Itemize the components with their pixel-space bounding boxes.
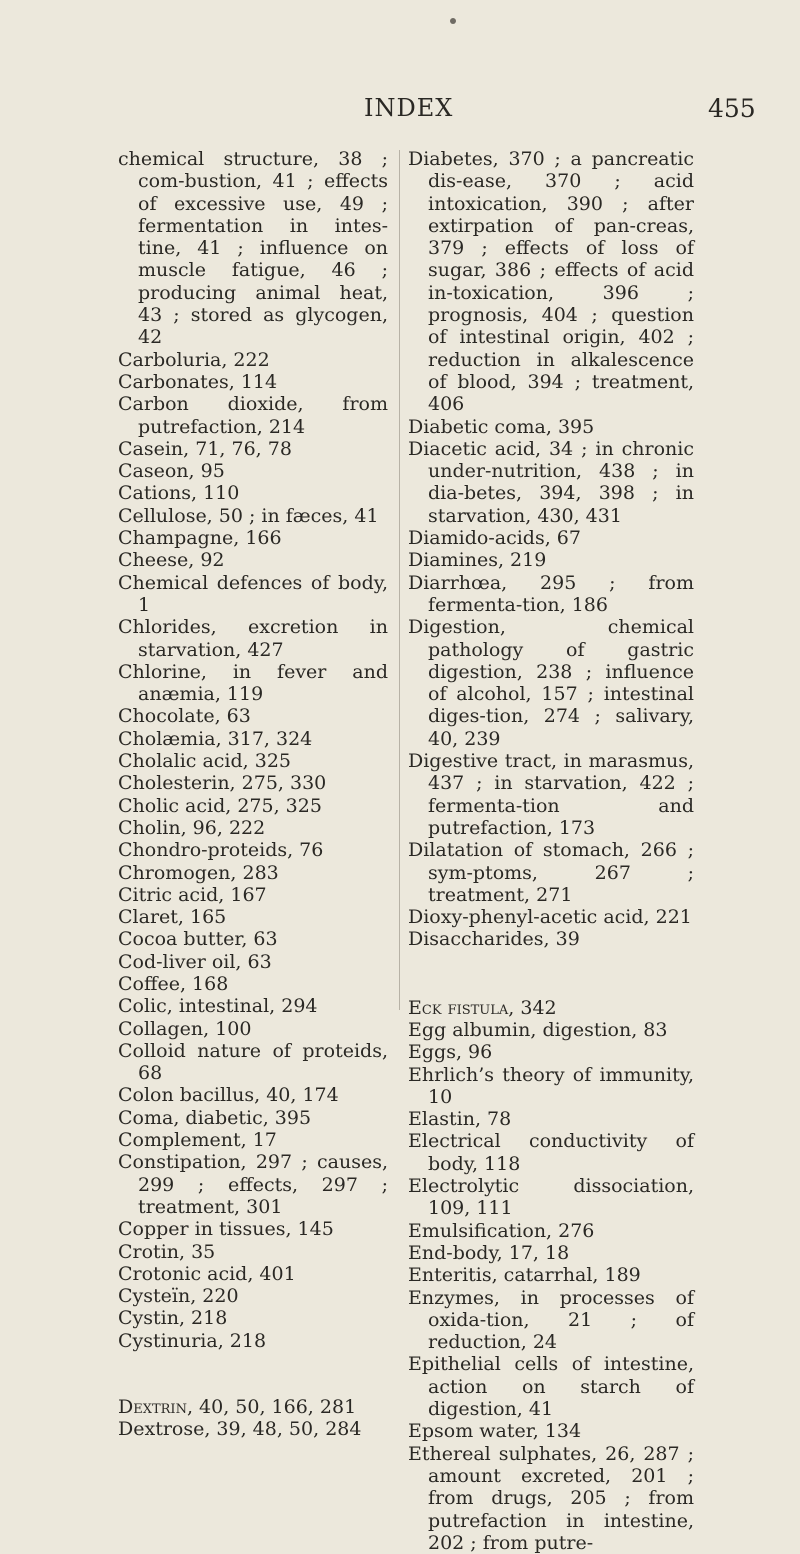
- index-entry: Elastin, 78: [408, 1108, 512, 1131]
- entry-refs: , 40, 50, 166, 281: [186, 1396, 357, 1419]
- index-entry: Colic, intestinal, 294: [118, 995, 318, 1018]
- page-header: [0, 94, 800, 134]
- index-entry: Cysteïn, 220: [118, 1285, 239, 1308]
- index-entry: Cations, 110: [118, 482, 240, 505]
- index-entry: Chlorine, in fever and anæmia, 119: [118, 660, 388, 706]
- index-entry: Electrical conductivity of body, 118: [408, 1130, 694, 1175]
- index-entry: Eggs, 96: [408, 1041, 493, 1064]
- index-entry: Carbonates, 114: [118, 370, 278, 393]
- index-entry: Crotonic acid, 401: [118, 1262, 296, 1285]
- index-entry: Cocoa butter, 63: [118, 928, 278, 951]
- entry-head-smallcaps: Eck fistula: [408, 996, 509, 1019]
- running-title: INDEX: [364, 94, 454, 122]
- index-entry: Cholin, 96, 222: [118, 816, 266, 839]
- index-entry: Enzymes, in processes of oxida-tion, 21 ; of reduction, 24: [408, 1286, 694, 1354]
- index-entry: Carboluria, 222: [118, 348, 270, 371]
- index-entry: Diamido-acids, 67: [408, 527, 581, 550]
- index-entry: Coffee, 168: [118, 972, 229, 995]
- index-entry: Diamines, 219: [408, 549, 547, 572]
- index-entry: Chocolate, 63: [118, 705, 251, 728]
- index-entry: Epithelial cells of intestine, action on starch of digestion, 41: [408, 1353, 694, 1421]
- index-entry: chemical structure, 38 ; com-bustion, 41 ; effects of excessive use, 49 ; fermentation in intes-tine, 41 ; influence on muscle fatigue, 46 ; producing animal heat, 43 ; stored as glycogen, 42: [118, 148, 388, 349]
- entry-group-d: [118, 1418, 388, 1440]
- ink-speck: [450, 18, 456, 24]
- index-entry: Dioxy-phenyl-acetic acid, 221: [408, 906, 692, 929]
- index-entry: Crotin, 35: [118, 1240, 216, 1263]
- index-entry: Diacetic acid, 34 ; in chronic under-nutrition, 438 ; in dia-betes, 394, 398 ; in starvation, 430, 431: [408, 437, 694, 527]
- index-entry: Cellulose, 50 ; in fæces, 41: [118, 504, 379, 527]
- index-entry: Ehrlich’s theory of immunity, 10: [408, 1063, 694, 1108]
- index-entry: Dextrose, 39, 48, 50, 284: [118, 1418, 362, 1441]
- index-entry: Claret, 165: [118, 906, 227, 929]
- index-entry: Collagen, 100: [118, 1017, 252, 1040]
- index-entry: Copper in tissues, 145: [118, 1218, 334, 1241]
- index-column-right: [408, 148, 694, 1554]
- index-entry: Caseon, 95: [118, 460, 225, 483]
- entry-group-di: [408, 148, 694, 951]
- index-entry: Epsom water, 134: [408, 1420, 582, 1443]
- index-entry: Carbon dioxide, from putrefaction, 214: [118, 393, 388, 438]
- index-entry: Cholæmia, 317, 324: [118, 727, 313, 750]
- index-entry: Champagne, 166: [118, 527, 282, 550]
- index-entry: Disaccharides, 39: [408, 928, 580, 951]
- index-entry: Casein, 71, 76, 78: [118, 437, 292, 460]
- entry-refs: , 342: [508, 996, 557, 1019]
- index-entry: [118, 1396, 388, 1418]
- index-entry: Chondro-proteids, 76: [118, 839, 324, 862]
- index-entry: Diabetes, 370 ; a pancreatic dis-ease, 370 ; acid intoxication, 390 ; after extirpation of pan-creas, 379 ; effects of loss of sugar, 386 ; effects of acid in-toxication, 396 ; prognosis, 404 ; question of intestinal origin, 402 ; reduction in alkalescence of blood, 394 ; treatment, 406: [408, 148, 694, 416]
- index-entry: Enteritis, catarrhal, 189: [408, 1264, 641, 1287]
- index-entry: Cystin, 218: [118, 1307, 228, 1330]
- index-entry: Chlorides, excretion in starvation, 427: [118, 616, 388, 661]
- index-entry: Cholesterin, 275, 330: [118, 772, 327, 795]
- index-entry: Cholic acid, 275, 325: [118, 794, 322, 817]
- index-entry: Colon bacillus, 40, 174: [118, 1084, 339, 1107]
- index-entry: Digestive tract, in marasmus, 437 ; in starvation, 422 ; fermenta-tion and putrefaction, 173: [408, 750, 694, 839]
- entry-head-smallcaps: Dextrin: [118, 1396, 187, 1419]
- page-number: 455: [708, 94, 756, 123]
- index-entry: Emulsification, 276: [408, 1219, 595, 1242]
- index-entry: Cod-liver oil, 63: [118, 950, 272, 973]
- index-entry: Dilatation of stomach, 266 ; sym-ptoms, 267 ; treatment, 271: [408, 839, 694, 906]
- index-entry: Electrolytic dissociation, 109, 111: [408, 1175, 694, 1220]
- index-entry: Chemical defences of body, 1: [118, 571, 388, 616]
- index-entry: Coma, diabetic, 395: [118, 1106, 312, 1129]
- index-entry: Digestion, chemical pathology of gastric digestion, 238 ; influence of alcohol, 157 ; intestinal diges-tion, 274 ; salivary, 40, 239: [408, 616, 694, 750]
- column-divider: [399, 150, 400, 1010]
- index-entry: End-body, 17, 18: [408, 1241, 570, 1264]
- index-entry: Citric acid, 167: [118, 883, 267, 906]
- index-entry: Colloid nature of proteids, 68: [118, 1039, 388, 1085]
- entry-group-c: [118, 148, 388, 1352]
- index-column-left: [118, 148, 388, 1441]
- index-entry: Complement, 17: [118, 1129, 277, 1152]
- index-entry: Cholalic acid, 325: [118, 750, 292, 773]
- index-entry: Cheese, 92: [118, 549, 225, 572]
- index-entry: Ethereal sulphates, 26, 287 ; amount excreted, 201 ; from drugs, 205 ; from putrefaction in intestine, 202 ; from putre-: [408, 1442, 694, 1554]
- index-entry: Diabetic coma, 395: [408, 415, 595, 438]
- index-entry: Egg albumin, digestion, 83: [408, 1018, 668, 1041]
- index-entry: Chromogen, 283: [118, 861, 279, 884]
- index-entry: [408, 997, 694, 1019]
- index-entry: Constipation, 297 ; causes, 299 ; effects, 297 ; treatment, 301: [118, 1151, 388, 1218]
- index-entry: Diarrhœa, 295 ; from fermenta-tion, 186: [408, 571, 694, 616]
- index-entry: Cystinuria, 218: [118, 1329, 267, 1352]
- entry-group-e: [408, 1019, 694, 1554]
